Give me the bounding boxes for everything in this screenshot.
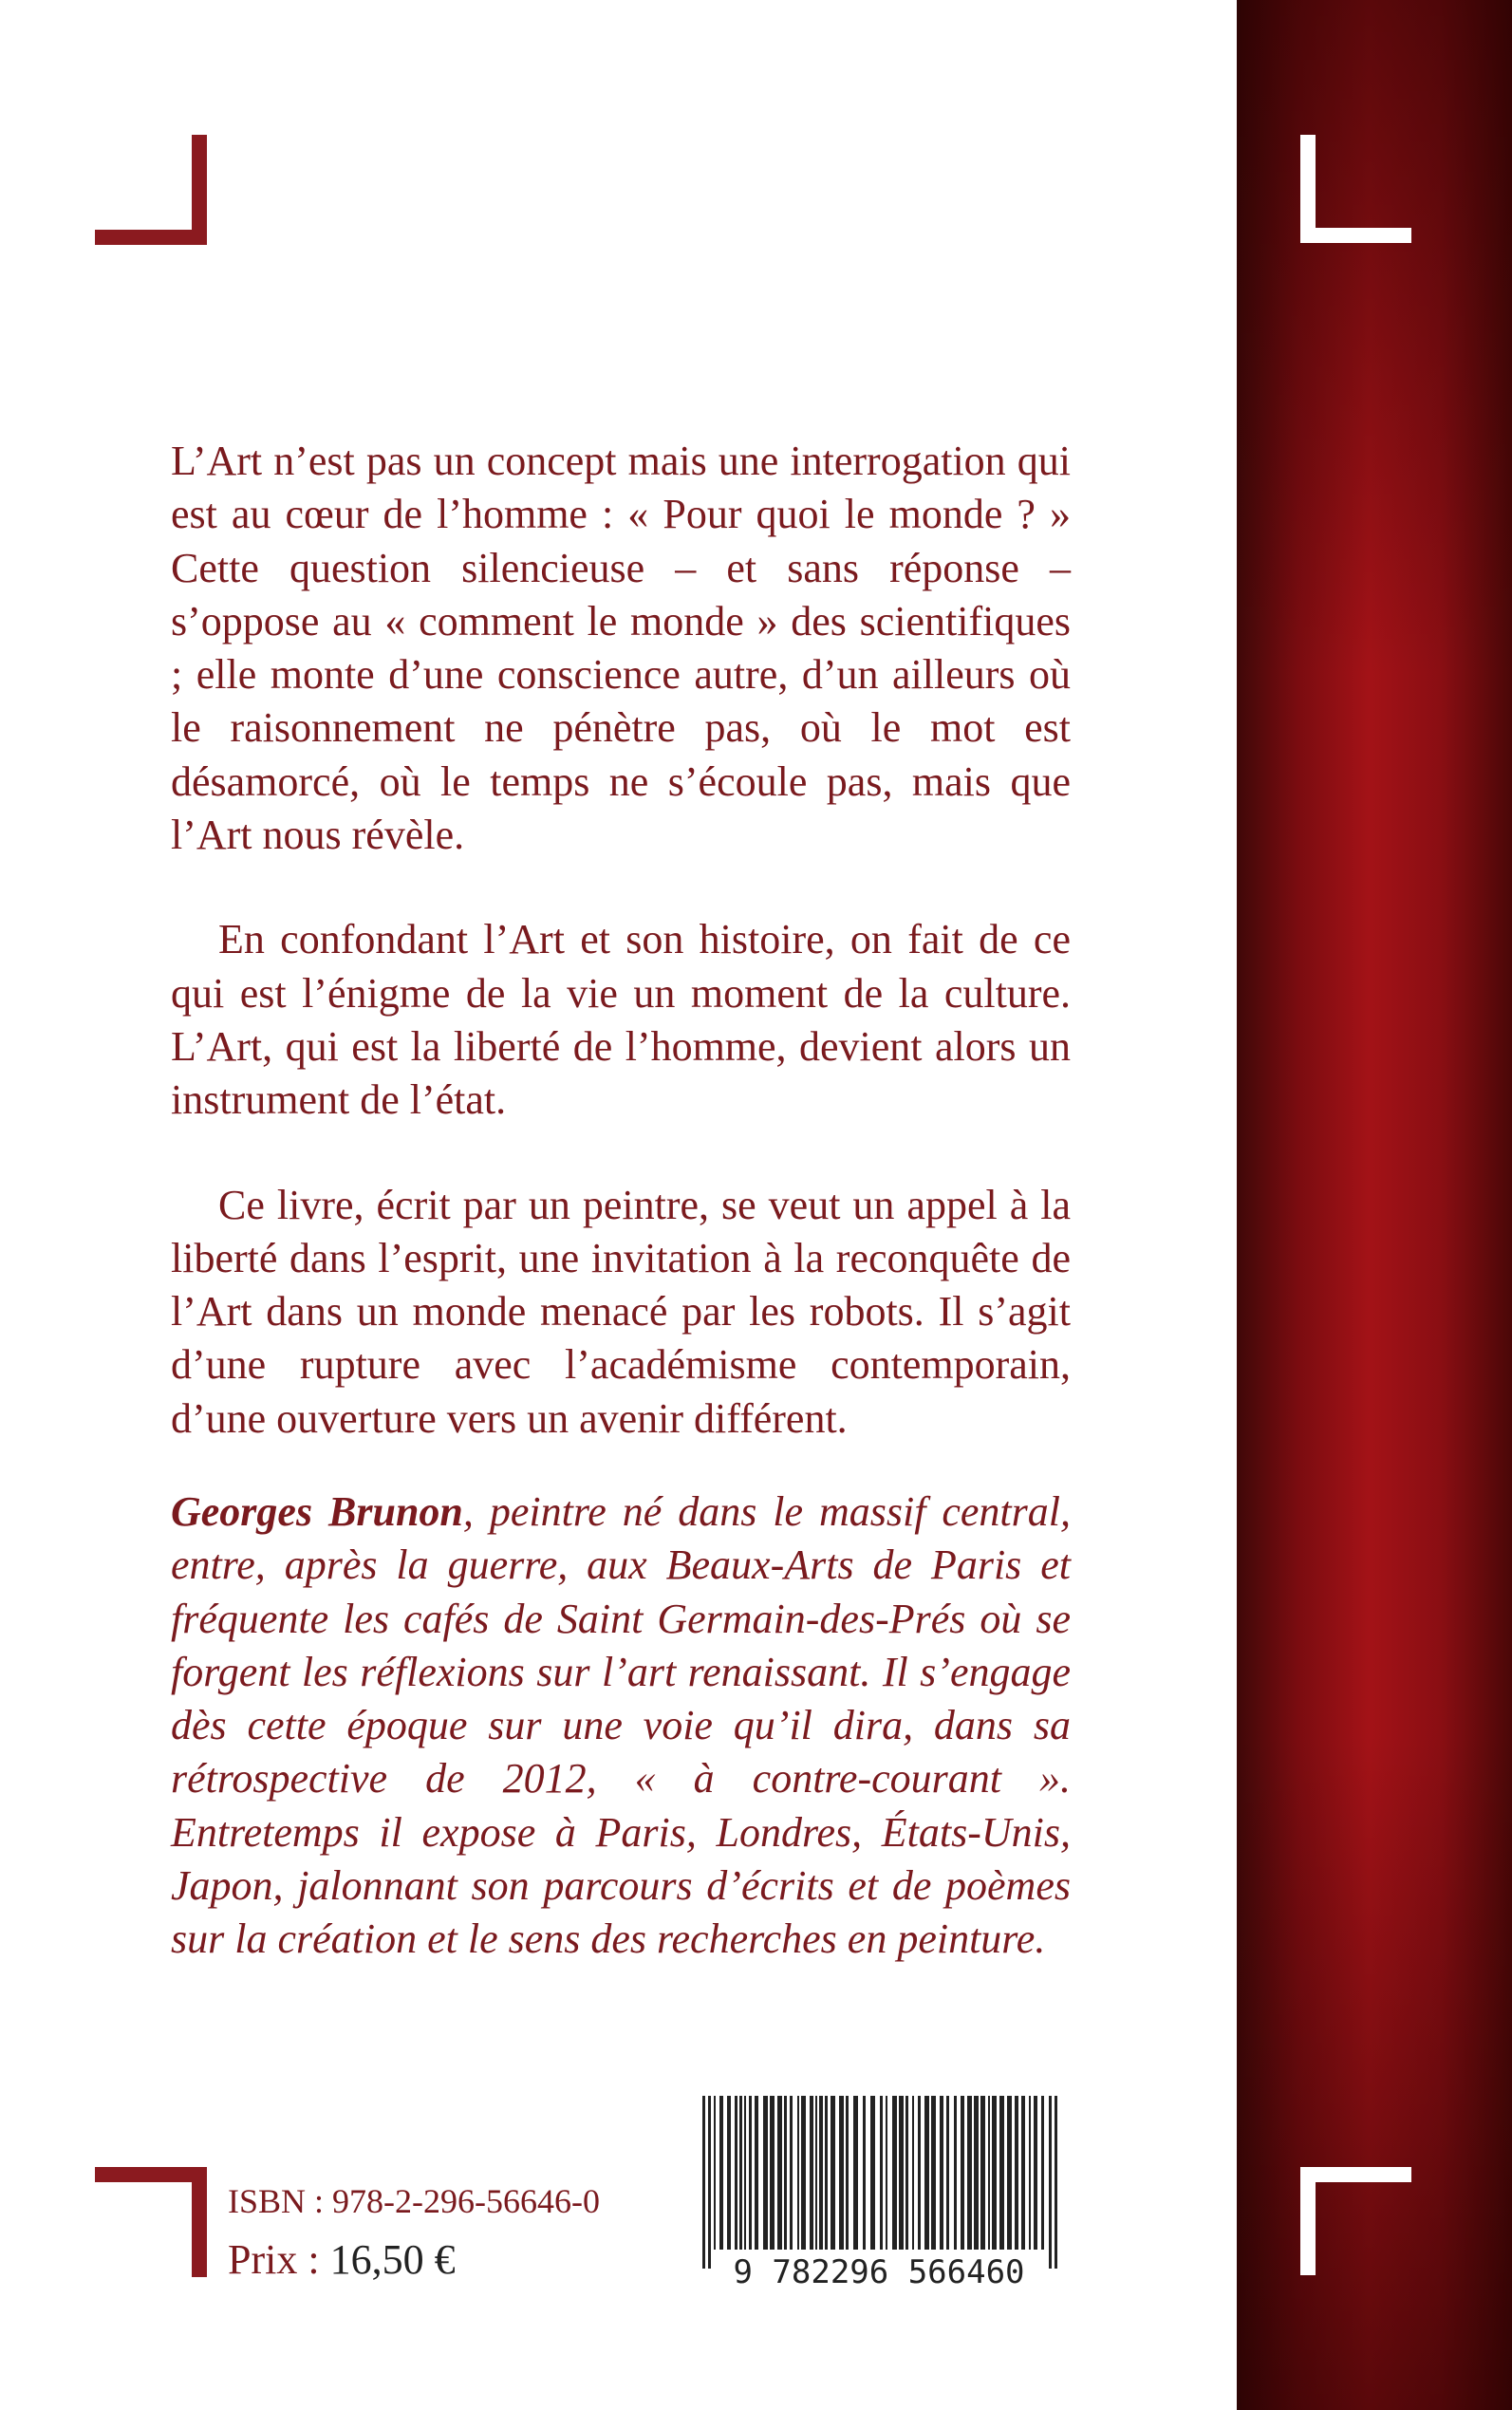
barcode-bar bbox=[1015, 2096, 1018, 2250]
author-name: Georges Brunon bbox=[171, 1488, 463, 1535]
barcode-bar bbox=[790, 2096, 793, 2250]
barcode-bar bbox=[735, 2096, 737, 2250]
barcode-bar bbox=[801, 2096, 806, 2250]
barcode-bar bbox=[719, 2096, 723, 2250]
corner-bracket-spine-bottom bbox=[1300, 2167, 1411, 2275]
barcode-bars bbox=[685, 2088, 1073, 2292]
barcode bbox=[685, 2088, 1073, 2292]
barcode-bar bbox=[763, 2096, 768, 2250]
barcode-bar bbox=[912, 2096, 914, 2250]
blurb-paragraph: Ce livre, écrit par un peintre, se veut un appel à la liberté dans l’esprit, une invitation à la reconquête de l’Art dans un monde menacé par les robots. Il s’agit d’une rupture avec l’académisme contemporain, d’une ouverture vers un avenir différent. bbox=[171, 1181, 1071, 1442]
price bbox=[228, 2235, 456, 2284]
red-spine-band bbox=[1237, 0, 1512, 2410]
barcode-bar bbox=[899, 2096, 904, 2250]
barcode-bar bbox=[727, 2096, 731, 2250]
barcode-bar bbox=[755, 2096, 758, 2250]
barcode-bar bbox=[967, 2096, 972, 2250]
barcode-bar bbox=[954, 2096, 957, 2250]
barcode-bar bbox=[1007, 2096, 1012, 2250]
barcode-guard-bar bbox=[702, 2096, 705, 2269]
barcode-bar bbox=[777, 2096, 782, 2250]
barcode-bar bbox=[846, 2096, 849, 2250]
author-bio-text: , peintre né dans le massif central, entre, après la guerre, aux Beaux-Arts de Paris et fréquente les cafés de Saint Germain-des-Prés où se forgent les réflexions sur l’art renaissant. Il s’engage dès cette époque sur une voie qu’il dira, dans sa rétrospective de 2012, « à contre-courant ». Entretemps il expose à Paris, Londres, États-Unis, Japon, jalonnant son parcours d’écrits et de poèmes sur la création et le sens des recherches en peinture. bbox=[171, 1488, 1071, 1963]
barcode-bar bbox=[1029, 2096, 1031, 2250]
isbn-text: ISBN : 978-2-296-56646-0 bbox=[228, 2182, 600, 2220]
barcode-digits: 9 782296 566460 bbox=[733, 2253, 1025, 2291]
blurb-paragraph: L’Art n’est pas un concept mais une interrogation qui est au cœur de l’homme : « Pour quoi le monde ? » Cette question silencieuse – et sans réponse – s’oppose au « comment le monde » des scientifiques ; elle monte d’une conscience autre, d’un ailleurs où le raisonnement ne pénètre pas, où le mot est désamorcé, où le temps ne s’écoule pas, mais que l’Art nous révèle. bbox=[171, 438, 1071, 859]
price-value: 16,50 € bbox=[329, 2236, 456, 2283]
barcode-bar bbox=[992, 2096, 997, 2250]
barcode-bar bbox=[961, 2096, 964, 2250]
barcode-bar bbox=[892, 2096, 897, 2250]
price-label: Prix : bbox=[228, 2236, 320, 2283]
barcode-bar bbox=[770, 2096, 775, 2250]
barcode-bar bbox=[810, 2096, 813, 2250]
barcode-bar bbox=[924, 2096, 929, 2250]
barcode-bar bbox=[886, 2096, 887, 2250]
barcode-bar bbox=[739, 2096, 742, 2250]
barcode-bar bbox=[714, 2096, 716, 2250]
barcode-bar bbox=[880, 2096, 883, 2250]
blurb-paragraph: En confondant l’Art et son histoire, on fait de ce qui est l’énigme de la vie un moment de la culture. L’Art, qui est la liberté de l’homme, devient alors un instrument de l’état. bbox=[171, 916, 1071, 1124]
barcode-bar bbox=[980, 2096, 985, 2250]
barcode-bar bbox=[1021, 2096, 1025, 2250]
barcode-bar bbox=[784, 2096, 787, 2250]
barcode-bar bbox=[999, 2096, 1004, 2250]
barcode-bar bbox=[819, 2096, 823, 2250]
barcode-guard-bar bbox=[708, 2096, 711, 2269]
barcode-bar bbox=[831, 2096, 835, 2250]
barcode-bar bbox=[797, 2096, 799, 2250]
barcode-bar bbox=[839, 2096, 844, 2250]
barcode-bar bbox=[905, 2096, 908, 2250]
barcode-bar bbox=[870, 2096, 875, 2250]
corner-bracket-spine-top bbox=[1300, 135, 1411, 243]
barcode-bar bbox=[815, 2096, 817, 2250]
blurb-text bbox=[171, 435, 1071, 1446]
corner-bracket-top-left bbox=[95, 135, 207, 245]
corner-bracket-bottom-left bbox=[95, 2167, 207, 2277]
author-bio bbox=[171, 1485, 1071, 1967]
barcode-bar bbox=[744, 2096, 746, 2250]
barcode-bar bbox=[940, 2096, 943, 2250]
barcode-bar bbox=[853, 2096, 858, 2250]
barcode-bar bbox=[918, 2096, 921, 2250]
barcode-bar bbox=[974, 2096, 979, 2250]
barcode-guard-bar bbox=[1049, 2096, 1052, 2269]
barcode-bar bbox=[1034, 2096, 1037, 2250]
barcode-bar bbox=[931, 2096, 936, 2250]
barcode-bar bbox=[749, 2096, 752, 2250]
barcode-bar bbox=[988, 2096, 990, 2250]
barcode-bar bbox=[1041, 2096, 1044, 2250]
barcode-guard-bar bbox=[1055, 2096, 1057, 2269]
barcode-bar bbox=[863, 2096, 866, 2250]
barcode-bar bbox=[825, 2096, 828, 2250]
barcode-bar bbox=[946, 2096, 949, 2250]
